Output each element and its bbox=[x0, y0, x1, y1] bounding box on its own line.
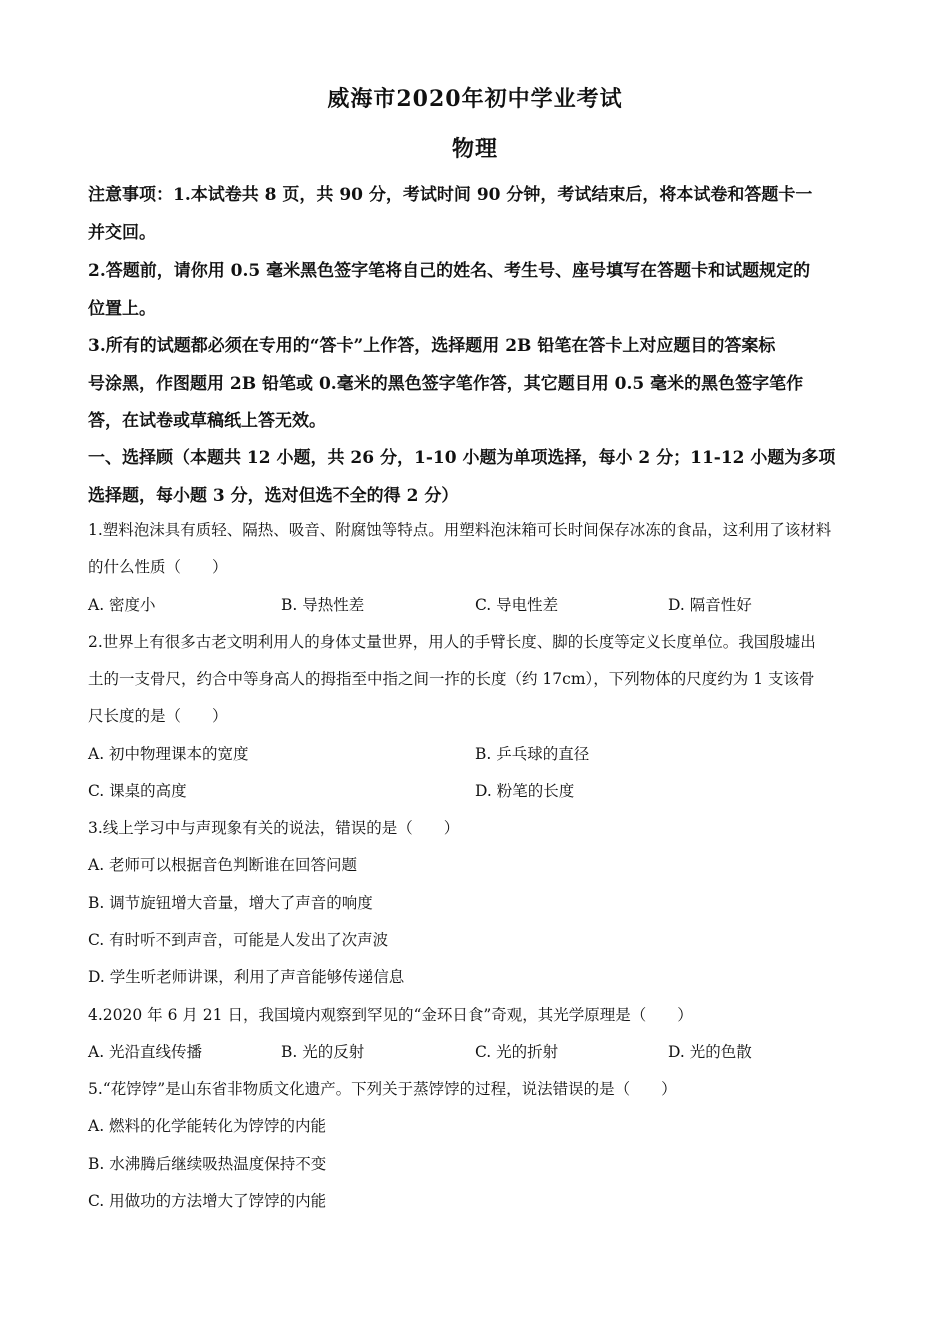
section-heading-line: 选择题，每小题 3 分，选对但选不全的得 2 分） bbox=[88, 486, 459, 506]
question-stem: 尺长度的是（ ） bbox=[88, 707, 228, 725]
option-a: A. 燃料的化学能转化为饽饽的内能 bbox=[88, 1117, 327, 1135]
option-c: C. 导电性差 bbox=[475, 596, 559, 614]
option-b: B. 调节旋钮增大音量，增大了声音的响度 bbox=[88, 894, 373, 912]
option-a: A. 初中物理课本的宽度 bbox=[88, 745, 249, 763]
question-stem: 3.线上学习中与声现象有关的说法，错误的是（ ） bbox=[88, 819, 460, 837]
option-a: A. 老师可以根据音色判断谁在回答问题 bbox=[88, 856, 358, 874]
option-b: B. 乒乓球的直径 bbox=[475, 745, 590, 763]
option-b: B. 光的反射 bbox=[281, 1043, 365, 1061]
question-stem: 的什么性质（ ） bbox=[88, 558, 228, 576]
notice-line: 答，在试卷或草稿纸上答无效。 bbox=[88, 411, 326, 431]
question-stem: 5.“花饽饽”是山东省非物质文化遗产。下列关于蒸饽饽的过程，说法错误的是（ ） bbox=[88, 1080, 677, 1098]
exam-title: 威海市2020年初中学业考试 bbox=[327, 86, 623, 112]
option-d: D. 隔音性好 bbox=[668, 596, 752, 614]
option-a: A. 密度小 bbox=[88, 596, 156, 614]
notice-line: 号涂黑，作图题用 2B 铅笔或 0.毫米的黑色签字笔作答，其它题目用 0.5 毫米的黑色签字笔作 bbox=[88, 374, 804, 394]
option-d: D. 学生听老师讲课，利用了声音能够传递信息 bbox=[88, 968, 405, 986]
notice-line: 注意事项：1.本试卷共 8 页，共 90 分，考试时间 90 分钟，考试结束后，将本试卷和答题卡一 bbox=[88, 185, 813, 205]
question-stem: 1.塑料泡沫具有质轻、隔热、吸音、附腐蚀等特点。用塑料泡沫箱可长时间保存冰冻的食品，这利用了该材料 bbox=[88, 521, 832, 539]
question-stem: 4.2020 年 6 月 21 日，我国境内观察到罕见的“金环日食”奇观，其光学原理是（ ） bbox=[88, 1006, 693, 1024]
notice-line: 2.答题前，请你用 0.5 毫米黑色签字笔将自己的姓名、考生号、座号填写在答题卡和试题规定的 bbox=[88, 261, 811, 281]
option-d: D. 粉笔的长度 bbox=[475, 782, 575, 800]
question-stem: 土的一支骨尺，约合中等身高人的拇指至中指之间一拃的长度（约 17cm），下列物体的尺度约为 1 支该骨 bbox=[88, 670, 815, 688]
notice-line: 位置上。 bbox=[88, 299, 156, 319]
notice-line: 3.所有的试题都必须在专用的“答卡”上作答，选择题用 2B 铅笔在答卡上对应题目的答案标 bbox=[88, 336, 776, 356]
exam-subject: 物理 bbox=[451, 136, 498, 162]
option-c: C. 有时听不到声音，可能是人发出了次声波 bbox=[88, 931, 389, 949]
option-d: D. 光的色散 bbox=[668, 1043, 752, 1061]
option-c: C. 光的折射 bbox=[475, 1043, 559, 1061]
notice-line: 并交回。 bbox=[88, 223, 156, 243]
option-b: B. 水沸腾后继续吸热温度保持不变 bbox=[88, 1155, 327, 1173]
question-stem: 2.世界上有很多古老文明利用人的身体丈量世界，用人的手臂长度、脚的长度等定义长度单位。我国殷墟出 bbox=[88, 633, 816, 651]
option-a: A. 光沿直线传播 bbox=[88, 1043, 203, 1061]
option-c: C. 用做功的方法增大了饽饽的内能 bbox=[88, 1192, 327, 1210]
option-b: B. 导热性差 bbox=[281, 596, 365, 614]
section-heading-line: 一、选择顾（本题共 12 小题，共 26 分，1-10 小题为单项选择，每小 2 分；11-12 小题为多项 bbox=[88, 448, 836, 468]
option-c: C. 课桌的高度 bbox=[88, 782, 187, 800]
